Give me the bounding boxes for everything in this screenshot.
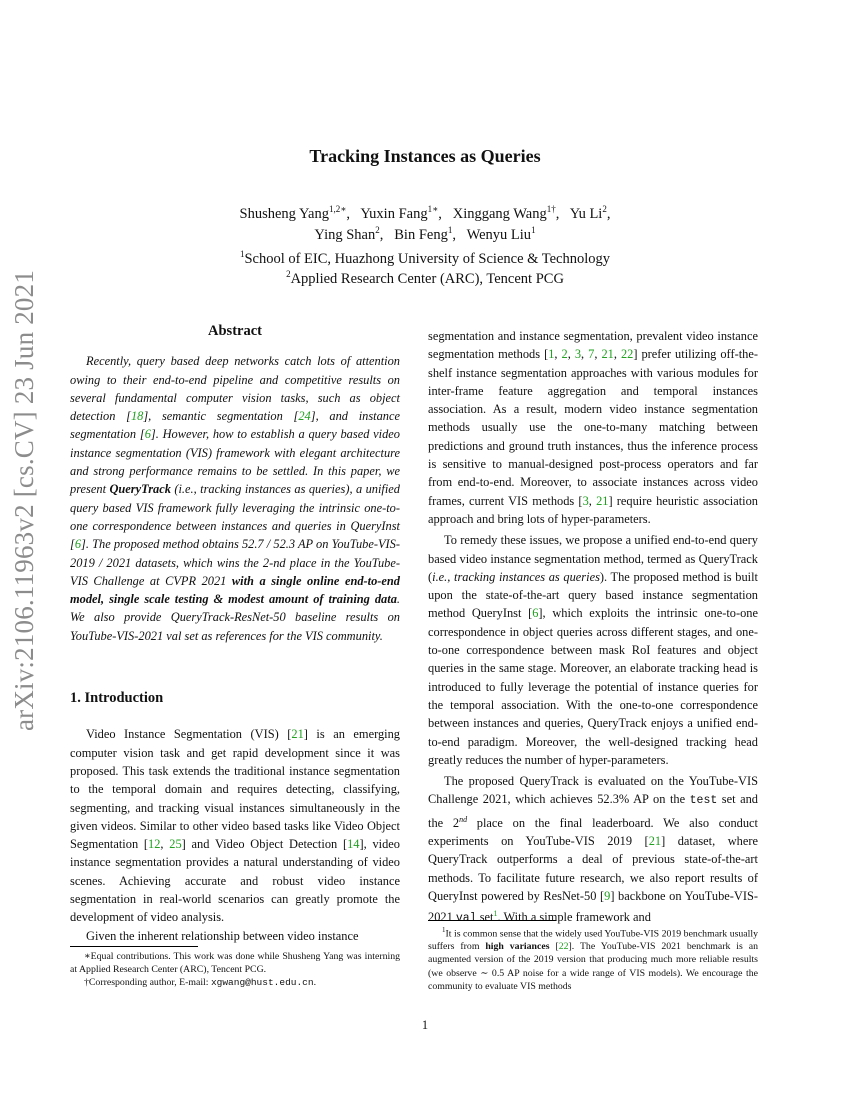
body-text: ], which exploits the intrinsic one-to-one correspondence in object queries across different stages, and one-to-one correspondence between mask RoI features and object queries in the same stage. Moreover, an elaborate tracking head is introduced to fully leverage the potential of instance queries for the temporal association. With the one-to-one correspondence between instances and queries, QueryTrack enjoys a unified end-to-end paradigm. Moreover, the well-designed tracking head greatly reduces the number of hyper-parameters.: [428, 606, 758, 767]
author-name: Yu Li: [569, 205, 603, 222]
affiliation-2: [0, 264, 850, 290]
arxiv-stamp-text: arXiv:2106.11963v2 [cs.CV] 23 Jun 2021: [9, 269, 40, 731]
citation-link[interactable]: 21: [291, 727, 304, 742]
abstract-text: . We also provide QueryTrack-ResNet-50 baseline results on YouTube-VIS-2021 val set as references for the VIS community.: [70, 592, 400, 643]
citation-link[interactable]: 12: [148, 837, 161, 852]
abstract-text: ], and instance segmentation [: [70, 409, 400, 442]
code-text: val: [455, 912, 477, 926]
citation-separator: ,: [581, 347, 589, 362]
abstract-text: (i.e., tracking instances as queries), a unified query based VIS framework fully leveraging the intrinsic one-to-one correspondence between instances and queries in QueryInst [: [70, 482, 400, 552]
citation-separator: ,: [613, 347, 621, 362]
citation-link[interactable]: 3: [574, 347, 582, 362]
email-link[interactable]: xgwang@hust.edu.cn: [210, 977, 314, 989]
body-text: ] prefer utilizing off-the-shelf instance segmentation approaches with various modules for inter-frame feature aggregation and temporal instances association. As a result, modern video instance segmentation methods usually use the one-to-many matching between predictions and ground truth instances, thus the inference process is sensitive to manual-designed post-process operators and far from end-to-end. Moreover, to associate instances across video frames, current VIS methods [: [428, 347, 758, 508]
citation-link[interactable]: 6: [532, 606, 539, 621]
body-text: Video Instance Segmentation (VIS) [: [86, 727, 292, 742]
method-name: QueryTrack: [109, 482, 171, 497]
affiliation-sup: 1: [239, 249, 245, 259]
abstract-heading: Abstract: [208, 323, 262, 339]
abstract-text: ], semantic segmentation [: [143, 409, 299, 424]
citation-link[interactable]: 3: [582, 493, 589, 508]
body-text: segmentation and instance segmentation, prevalent video instance segmentation methods [: [428, 329, 758, 362]
body-text: place on the final leaderboard. We also conduct experiments on YouTube-VIS 2019 [: [428, 815, 758, 849]
citation-link[interactable]: 21: [601, 347, 614, 362]
right-paragraph-1: [428, 327, 758, 528]
author-name: Ying Shan: [314, 226, 376, 243]
author-name: Wenyu Liu: [466, 226, 532, 243]
author-sup: 1: [531, 225, 536, 235]
citation-link[interactable]: 25: [169, 837, 182, 852]
abstract-body: [70, 352, 400, 645]
body-text: set: [476, 910, 494, 925]
body-text: ] backbone on YouTube-VIS-2021: [428, 889, 758, 925]
superscript: nd: [459, 814, 468, 824]
affiliation-text: Applied Research Center (ARC), Tencent PCG: [290, 270, 564, 287]
arxiv-stamp: [5, 269, 45, 731]
right-column: [428, 327, 758, 929]
footnote-text: It is common sense that the widely used YouTube-VIS 2019 benchmark usually suffers from: [428, 928, 758, 953]
author-line-2: Ying Shan$^2$, Bin Feng$^1$, Wenyu Liu$^1$: [314, 225, 536, 243]
body-text: ] and Video Object Detection [: [181, 837, 348, 852]
affiliation-text: School of EIC, Huazhong University of Science & Technology: [244, 250, 611, 267]
citation-link[interactable]: 22: [558, 941, 569, 953]
abstract-text: Recently, query based deep networks catch lots of attention owing to their end-to-end pipeline and competitive results on several fundamental computer vision tasks, such as object detection [: [70, 354, 400, 424]
citation-separator: ,: [588, 493, 597, 508]
citation-separator: ,: [594, 347, 602, 362]
citation-link[interactable]: 6: [144, 427, 151, 442]
citation-link[interactable]: 21: [648, 834, 662, 849]
author-sup: 2: [602, 204, 607, 214]
footnote-rule-left: [70, 946, 198, 947]
body-text: ], video instance segmentation provides a natural understanding of video scenes. Achieving accurate and robust video instance segmentation in real-world scenarios can greatly promote the development of video analysis.: [70, 837, 400, 925]
footnote-link[interactable]: 1: [493, 909, 498, 919]
citation-link[interactable]: 9: [604, 889, 611, 904]
footnote-text: ]. The YouTube-VIS 2021 benchmark is an augmented version of the 2019 version that producing much more reliable results (we observe ∼ 0.5 AP noise for a wide range of VIS models). We encourage the community to evaluate VIS methods: [428, 941, 758, 992]
citation-link[interactable]: 18: [130, 409, 144, 424]
abstract-text: ]. However, how to establish a query based video instance segmentation (VIS) framework with elegant architecture and strong performance remains to be settled. In this paper, we present: [70, 427, 400, 497]
body-text: ] dataset, where QueryTrack outperforms a deal of previous state-of-the-art methods. To facilitate future research, we also report results of QueryInst powered by ResNet-50 [: [428, 834, 759, 904]
intro-paragraph-1: [70, 725, 400, 926]
footnotes-right: [428, 924, 758, 993]
affiliation-sup: 2: [286, 269, 291, 279]
author-sup: 1∗: [427, 204, 439, 214]
introduction-heading: 1. Introduction: [70, 690, 164, 707]
body-text: To remedy these issues, we propose a unified end-to-end query based video instance segmentation method, termed as QueryTrack (: [428, 533, 758, 584]
body-text: ] is an emerging computer vision task and get rapid development since it was proposed. This task extends the traditional instance segmentation to the temporal domain and requires detecting, classifying, segmenting, and tracking visual instances simultaneously in the given videos. Similar to other video based tasks like Video Object Segmentation [: [70, 727, 400, 852]
author-name: Shusheng Yang: [239, 205, 329, 222]
author-name: Bin Feng: [394, 226, 448, 243]
body-text: ). The proposed method is built upon the state-of-the-art query based instance segmentation method QueryInst [: [428, 569, 758, 621]
paper-title: Tracking Instances as Queries: [309, 146, 541, 166]
author-sup: 2: [375, 225, 380, 235]
body-text: ,: [160, 837, 170, 852]
citation-link[interactable]: 22: [620, 347, 634, 362]
code-text: test: [689, 794, 718, 808]
citation-separator: ,: [554, 347, 562, 362]
italic-text: i.e., tracking instances as queries: [432, 569, 600, 584]
footnote-1: [428, 924, 758, 993]
body-text: set and the 2: [428, 792, 758, 830]
footnote-emphasis: high variances: [485, 941, 550, 953]
author-name: Yuxin Fang: [360, 205, 428, 222]
body-text: ] require heuristic association approach and bring lots of hyper-parameters.: [428, 493, 759, 526]
author-sup: 1,2∗: [328, 204, 347, 214]
citation-link[interactable]: 7: [588, 347, 595, 362]
citation-separator: ,: [567, 347, 575, 362]
footnote-text: †Corresponding author, E-mail:: [84, 977, 211, 989]
abstract-emphasis: with a single online end-to-end model, single scale testing & modest amount of training data: [70, 573, 401, 607]
body-text: . With a simple framework and: [497, 910, 651, 925]
footnote-equal-contribution: ∗Equal contributions. This work was done while Shusheng Yang was interning at Applied Research Center (ARC), Tencent PCG.: [70, 951, 400, 976]
citation-link[interactable]: 2: [561, 347, 568, 362]
page-number: 1: [421, 1018, 429, 1032]
left-column: [70, 322, 400, 945]
citation-link[interactable]: 14: [347, 837, 360, 852]
body-text: The proposed QueryTrack is evaluated on the YouTube-VIS Challenge 2021, which achieves 52.3% AP on the: [428, 774, 758, 807]
footnote-text: [: [549, 941, 559, 953]
author-name: Xinggang Wang: [452, 205, 547, 222]
abstract-text: ]. The proposed method obtains 52.7 / 52.3 AP on YouTube-VIS-2019 / 2021 datasets, which wins the 2-nd place in the YouTube-VIS Challenge at CVPR 2021: [70, 537, 400, 588]
citation-link[interactable]: 6: [74, 537, 82, 552]
footnotes-left: [70, 950, 400, 989]
intro-paragraph-2: Given the inherent relationship between video instance: [86, 928, 359, 943]
right-paragraph-3: [428, 772, 758, 929]
right-paragraph-2: [428, 531, 758, 769]
author-sup: 1†: [546, 204, 556, 214]
footnote-mark: 1: [442, 926, 446, 934]
citation-link[interactable]: 24: [298, 409, 311, 424]
footnote-rule-right: [428, 920, 556, 921]
author-line-1: Shusheng Yang$^{1,2∗}$, Yuxin Fang$^{1∗}$, Xinggang Wang$^{1\dagger}$, Yu Li$^2$,: [239, 204, 611, 222]
citation-link[interactable]: 21: [596, 493, 609, 508]
citation-link[interactable]: 1: [548, 347, 555, 362]
footnote-text: .: [313, 977, 317, 989]
author-sup: 1: [447, 225, 453, 235]
footnote-corresponding-author: [70, 976, 400, 989]
